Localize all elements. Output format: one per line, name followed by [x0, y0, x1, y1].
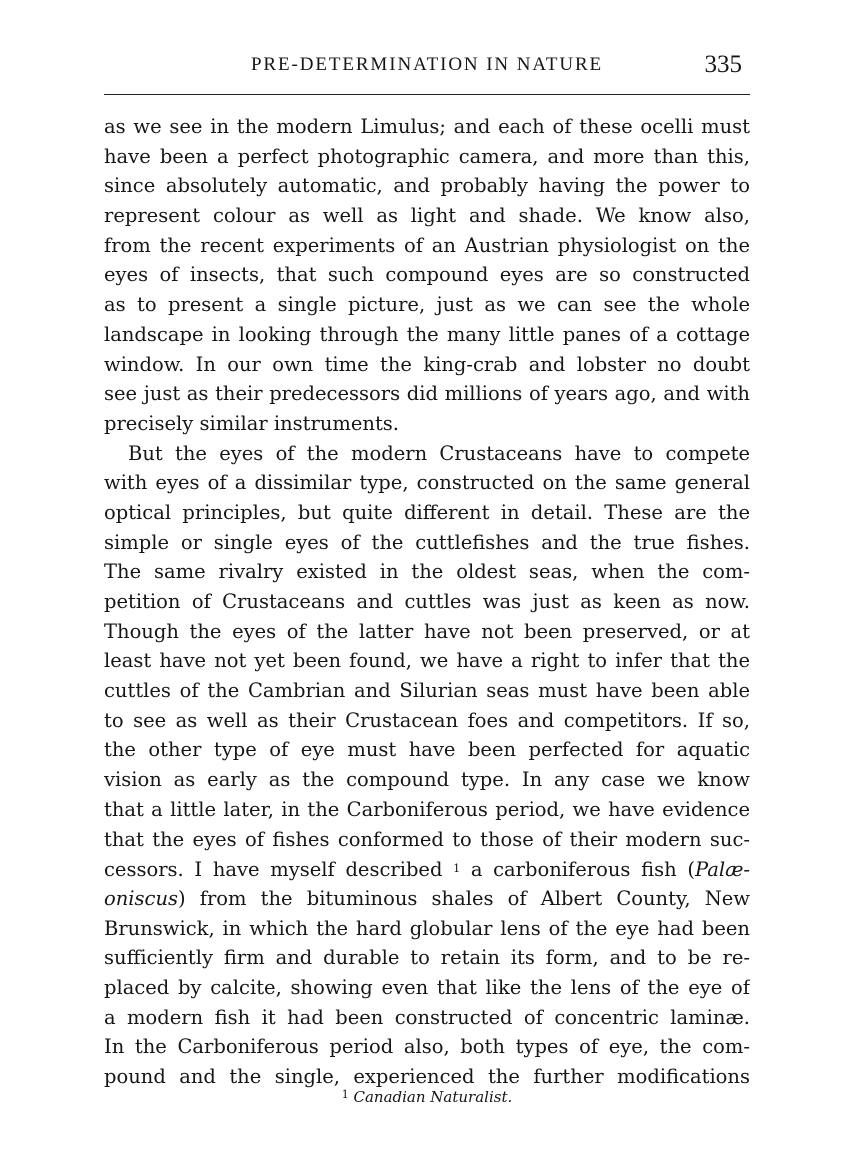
text-line-14: optical principles, but quite different in detail. These are the: [104, 500, 750, 524]
running-title: PRE-DETERMINATION IN NATURE: [250, 54, 604, 75]
text-line-26-italic: Palæ-: [694, 858, 750, 882]
text-line-30: placed by calcite, showing even that like the lens of the eye of: [104, 975, 750, 999]
text-line-23: vision as early as the compound type. In any case we know: [104, 768, 750, 792]
text-line-1: as we see in the modern Limulus; and each of these ocelli must: [104, 115, 750, 138]
text-line-26: [104, 854, 750, 884]
footnote-reference: 1: [453, 862, 461, 876]
footnote: [104, 1085, 750, 1107]
text-line-28: Brunswick, in which the hard globular lens of the eye had been: [104, 916, 750, 940]
running-head: [104, 52, 750, 82]
text-line-20: cuttles of the Cambrian and Silurian seas must have been able: [104, 679, 750, 703]
text-line-24: that a little later, in the Carboniferous period, we have evidence: [104, 797, 750, 821]
text-line-31: a modern fish it had been constructed of concentric laminæ.: [104, 1005, 750, 1029]
text-line-27: [104, 884, 750, 914]
text-line-8: landscape in looking through the many little panes of a cottage: [104, 322, 750, 346]
text-line-29: sufficiently firm and durable to retain its form, and to be re-: [104, 946, 750, 970]
text-line-10: see just as their predecessors did millions of years ago, and with: [104, 382, 750, 406]
text-line-17: petition of Crustaceans and cuttles was just as keen as now.: [104, 590, 750, 613]
text-line-19: least have not yet been found, we have a right to infer that the: [104, 649, 750, 673]
text-line-15: simple or single eyes of the cuttlefishes and the true fishes.: [104, 530, 750, 554]
text-line-27-italic: oniscus: [104, 886, 179, 910]
text-line-7: as to present a single picture, just as we can see the whole: [104, 293, 750, 317]
body-text: [104, 112, 750, 1092]
header-rule: [104, 94, 750, 95]
page-number: 335: [704, 51, 742, 78]
text-line-33: pound and the single, experienced the further modifications: [104, 1065, 750, 1088]
text-line-3: since absolutely automatic, and probably having the power to: [104, 174, 750, 198]
text-line-27-rest: ) from the bituminous shales of Albert County, New: [178, 886, 750, 910]
footnote-marker: 1: [341, 1088, 349, 1101]
text-line-32: In the Carboniferous period also, both types of eye, the com-: [104, 1035, 750, 1059]
text-line-12: But the eyes of the modern Crustaceans have to compete: [128, 441, 750, 465]
text-line-5: from the recent experiments of an Austrian physiologist on the: [104, 233, 750, 257]
text-line-6: eyes of insects, that such compound eyes are so constructed: [104, 263, 750, 287]
text-line-26-middle: a carboniferous fish (: [460, 858, 695, 882]
text-line-26-start: cessors. I have myself described: [104, 858, 454, 882]
text-line-25: that the eyes of fishes conformed to those of their modern suc-: [104, 827, 750, 851]
footnote-text: Canadian Naturalist.: [353, 1088, 513, 1106]
text-line-21: to see as well as their Crustacean foes and competitors. If so,: [104, 708, 750, 732]
text-line-2: have been a perfect photographic camera, and more than this,: [104, 144, 750, 168]
text-line-18: Though the eyes of the latter have not been preserved, or at: [104, 619, 750, 643]
text-line-22: the other type of eye must have been perfected for aquatic: [104, 738, 750, 762]
text-line-9: window. In our own time the king-crab and lobster no doubt: [104, 352, 750, 376]
text-line-11: precisely similar instruments.: [104, 411, 400, 435]
text-line-16: The same rivalry existed in the oldest seas, when the com-: [104, 560, 750, 584]
text-line-13: with eyes of a dissimilar type, constructed on the same general: [104, 471, 750, 495]
text-line-4: represent colour as well as light and shade. We know also,: [104, 204, 750, 228]
